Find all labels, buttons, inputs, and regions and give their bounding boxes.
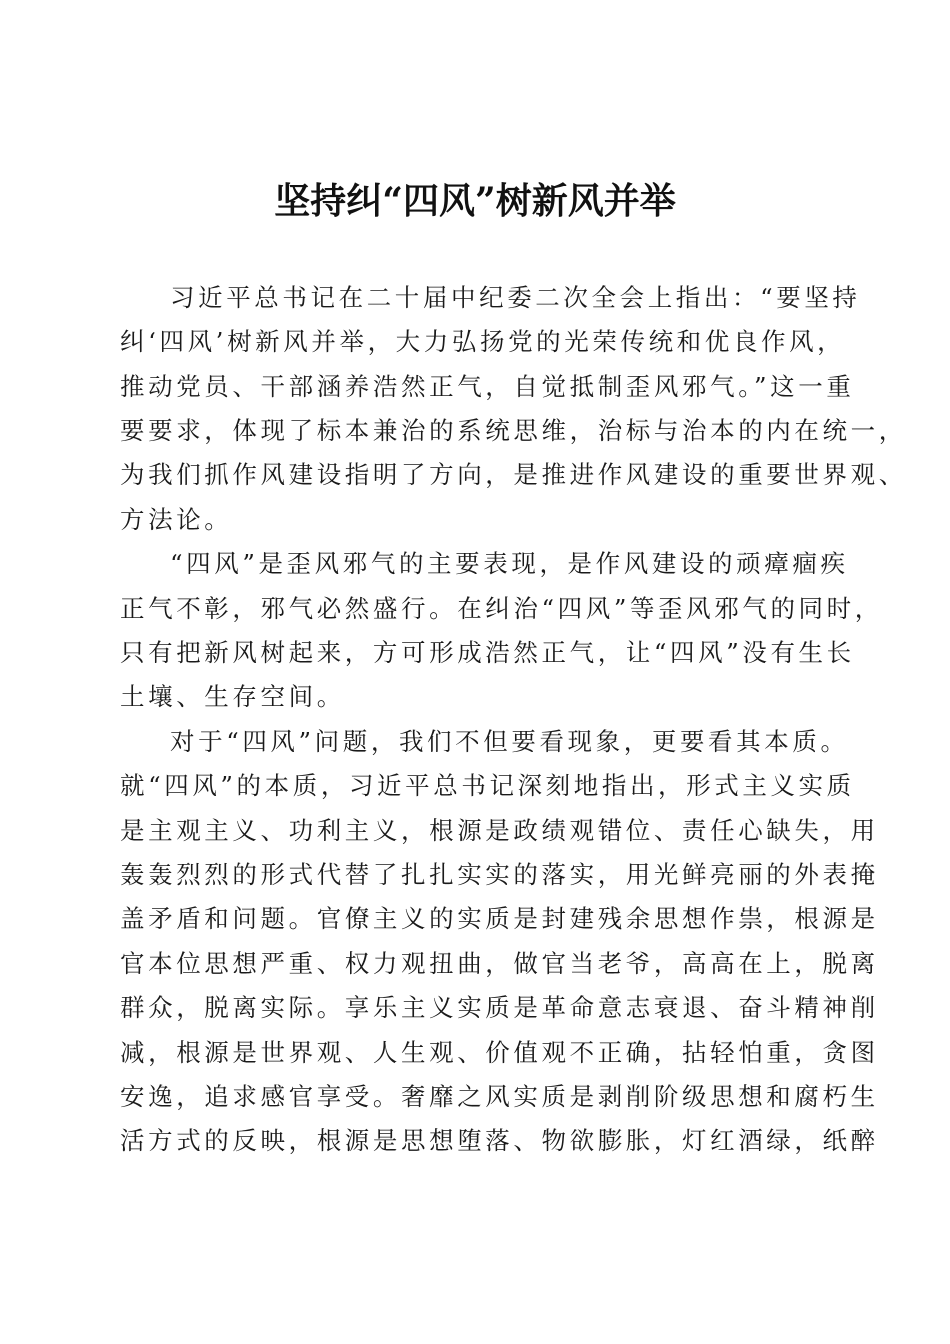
text-line: 只有把新风树起来，方可形成浩然正气，让“四风”没有生长 [120, 638, 855, 667]
text-line: 盖矛盾和问题。官僚主义的实质是封建残余思想作祟，根源是 [120, 904, 879, 933]
page-title: 坚持纠“四风”树新风并举 [274, 180, 676, 222]
text-line: 正气不彰，邪气必然盛行。在纠治“四风”等歪风邪气的同时， [120, 594, 883, 623]
text-line: 方法论。 [120, 505, 233, 534]
text-line: 要要求，体现了标本兼治的系统思维，治标与治本的内在统一， [120, 416, 907, 445]
text-line: 纠‘四风’树新风并举，大力弘扬党的光荣传统和优良作风， [120, 327, 846, 356]
text-line: 活方式的反映，根源是思想堕落、物欲膨胀，灯红酒绿，纸醉 [120, 1126, 879, 1155]
text-line: 减，根源是世界观、人生观、价值观不正确，拈轻怕重，贪图 [120, 1038, 879, 1067]
text-line: 安逸，追求感官享受。奢靡之风实质是剥削阶级思想和腐朽生 [120, 1082, 879, 1111]
text-line: 是主观主义、功利主义，根源是政绩观错位、责任心缺失，用 [120, 816, 879, 845]
text-line: 轰轰烈烈的形式代替了扎扎实实的落实，用光鲜亮丽的外表掩 [120, 860, 879, 889]
text-line: 就“四风”的本质，习近平总书记深刻地指出，形式主义实质 [120, 771, 855, 800]
text-line: 习近平总书记在二十届中纪委二次全会上指出：“要坚持 [170, 283, 861, 312]
text-line: 土壤、生存空间。 [120, 682, 345, 711]
text-line: “四风”是歪风邪气的主要表现，是作风建设的顽瘴痼疾 [170, 549, 849, 578]
text-line: 对于“四风”问题，我们不但要看现象，更要看其本质。 [170, 727, 849, 756]
text-line: 群众，脱离实际。享乐主义实质是革命意志衰退、奋斗精神削 [120, 993, 879, 1022]
text-line: 官本位思想严重、权力观扭曲，做官当老爷，高高在上，脱离 [120, 949, 879, 978]
text-line: 为我们抓作风建设指明了方向，是推进作风建设的重要世界观、 [120, 460, 907, 489]
text-line: 推动党员、干部涵养浩然正气，自觉抵制歪风邪气。”这一重 [120, 372, 855, 401]
